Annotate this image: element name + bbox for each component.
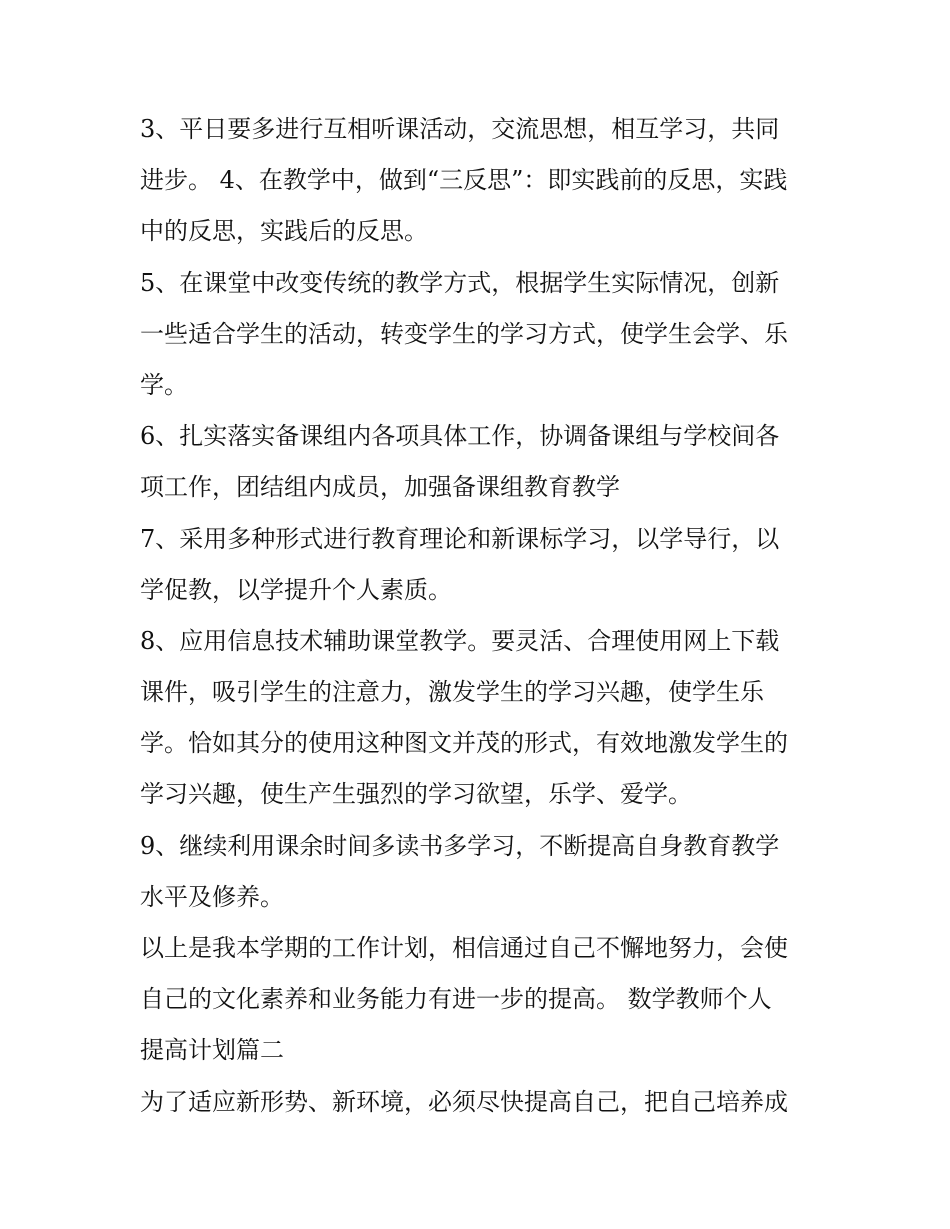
text-line: 学。恰如其分的使用这种图文并茂的形式，有效地激发学生的 — [140, 729, 788, 758]
text-line: 6、扎实落实备课组内各项具体工作，协调备课组与学校间各 — [140, 422, 780, 451]
text-line: 项工作，团结组内成员，加强备课组教育教学 — [140, 473, 620, 502]
text-line: 课件，吸引学生的注意力，激发学生的学习兴趣，使学生乐 — [140, 678, 764, 707]
text-line: 一些适合学生的活动，转变学生的学习方式，使学生会学、乐 — [140, 319, 788, 348]
text-line: 自己的文化素养和业务能力有进一步的提高。 数学教师个人 — [140, 985, 772, 1014]
text-line: 中的反思，实践后的反思。 — [140, 217, 428, 246]
text-line: 学。 — [140, 370, 188, 399]
text-line: 5、在课堂中改变传统的教学方式，根据学生实际情况，创新 — [140, 268, 780, 297]
document-body — [140, 104, 820, 1128]
text-line: 7、采用多种形式进行教育理论和新课标学习，以学导行，以 — [140, 524, 780, 553]
text-line: 以上是我本学期的工作计划，相信通过自己不懈地努力，会使 — [140, 934, 788, 962]
text-line: 8、应用信息技术辅助课堂教学。要灵活、合理使用网上下载 — [140, 626, 780, 655]
text-line: 水平及修养。 — [140, 882, 284, 911]
text-line: 进步。 4、在教学中，做到“三反思”：即实践前的反思，实践 — [140, 166, 788, 195]
text-line: 9、继续利用课余时间多读书多学习，不断提高自身教育教学 — [140, 831, 780, 860]
text-line: 学促教，以学提升个人素质。 — [140, 575, 452, 604]
text-line: 为了适应新形势、新环境，必须尽快提高自己，把自己培养成 — [140, 1087, 788, 1116]
text-line: 学习兴趣，使生产生强烈的学习欲望，乐学、爱学。 — [140, 780, 692, 809]
text-line: 提高计划篇二 — [140, 1036, 284, 1065]
text-line: 3、平日要多进行互相听课活动，交流思想，相互学习，共同 — [140, 115, 780, 143]
